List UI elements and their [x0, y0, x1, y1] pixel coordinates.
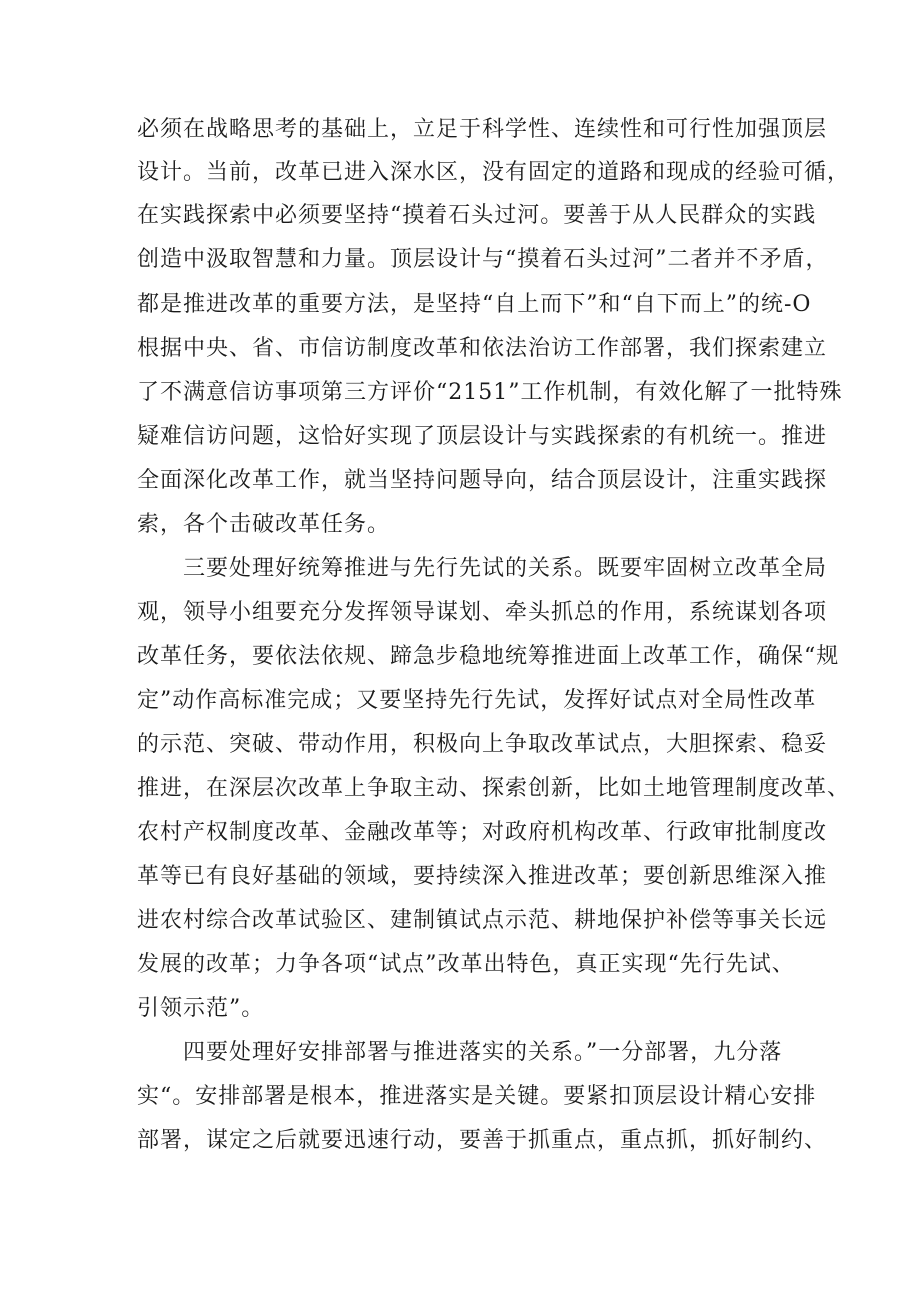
text-line-20: 发展的改革；力争各项“试点”改革出特色，真正实现“先行先试、 — [137, 952, 795, 977]
text-line-6: 根据中央、省、市信访制度改革和依法治访工作部署，我们探索建立 — [137, 336, 828, 361]
text-line-3: 在实践探索中必须要坚持“摸着石头过河。要善于从人民群众的实践 — [137, 203, 817, 228]
text-line-21: 引领示范”。 — [137, 996, 265, 1021]
text-line-16: 推进，在深层次改革上争取主动、探索创新，比如土地管理制度改革、 — [137, 776, 851, 801]
text-line-14: 定”动作高标准完成；又要坚持先行先试，发挥好试点对全局性改革 — [137, 688, 817, 713]
text-line-15: 的示范、突破、带动作用，积极向上争取改革试点，大胆探索、稳妥 — [137, 732, 828, 757]
text-line-8: 疑难信访问题，这恰好实现了顶层设计与实践探索的有机统一。推进 — [137, 424, 828, 449]
text-line-24: 部署，谋定之后就要迅速行动，要善于抓重点，重点抓，抓好制约、 — [137, 1128, 828, 1153]
text-line-19: 进农村综合改革试验区、建制镇试点示范、耕地保护补偿等事关长远 — [137, 908, 828, 933]
text-line-10: 索，各个击破改革任务。 — [137, 512, 391, 537]
text-line-18: 革等已有良好基础的领域，要持续深入推进改革；要创新思维深入推 — [137, 864, 828, 889]
text-line-13: 改革任务，要依法依规、蹄急步稳地统筹推进面上改革工作，确保“规 — [137, 644, 840, 669]
text-line-5: 都是推进改革的重要方法，是坚持“自上而下”和“自下而上”的统-O — [137, 292, 812, 317]
text-line-12: 观，领导小组要充分发挥领导谋划、牵头抓总的作用，系统谋划各项 — [137, 600, 828, 625]
text-line-23: 实“。安排部署是根本，推进落实是关键。要紧扣顶层设计精心安排 — [137, 1084, 817, 1109]
text-line-1: 必须在战略思考的基础上，立足于科学性、连续性和可行性加强顶层 — [137, 117, 828, 142]
paragraph-three-start: 三要处理好统筹推进与先行先试的关系。既要牢固树立改革全局 — [183, 556, 828, 581]
text-line-4: 创造中汲取智慧和力量。顶层设计与“摸着石头过河”二者并不矛盾， — [137, 247, 829, 272]
text-line-7: 了不满意信访事项第三方评价“2151”工作机制，有效化解了一批特殊 — [137, 380, 843, 405]
text-line-2: 设计。当前，改革已进入深水区，没有固定的道路和现成的经验可循， — [137, 160, 851, 185]
text-line-9: 全面深化改革工作，就当坚持问题导向，结合顶层设计，注重实践探 — [137, 468, 828, 493]
text-line-17: 农村产权制度改革、金融改革等；对政府机构改革、行政审批制度改 — [137, 820, 828, 845]
paragraph-four-start: 四要处理好安排部署与推进落实的关系。”一分部署，九分落 — [183, 1040, 783, 1065]
